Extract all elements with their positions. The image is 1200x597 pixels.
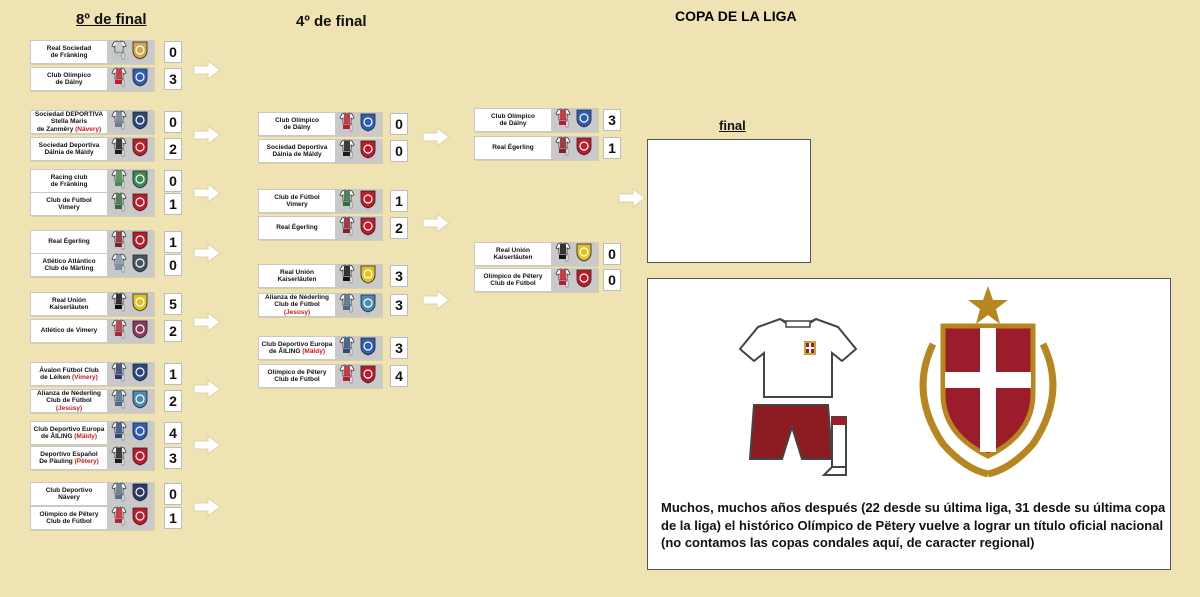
round16-team: [30, 40, 154, 64]
champion-crest-illustration: [903, 284, 1073, 484]
team-badges: [107, 483, 153, 505]
advance-arrow-icon: [193, 435, 221, 455]
team-name: [259, 217, 335, 239]
team-name-line: Club Deportivo: [45, 486, 93, 494]
score-box: 4: [164, 422, 182, 444]
semifinal-team: [474, 268, 598, 292]
semifinal-team: [474, 242, 598, 266]
round16-team: [30, 319, 154, 343]
team-region: (Nävery): [75, 125, 102, 133]
crest-icon: [575, 108, 593, 133]
score-box: 2: [390, 217, 408, 239]
team-badges: [335, 217, 381, 239]
crest-icon: [359, 216, 377, 241]
kit-icon: [555, 242, 571, 267]
team-badges: [551, 109, 597, 131]
kit-icon: [339, 364, 355, 389]
team-name-line: Club de Märting: [44, 265, 94, 272]
crest-icon: [131, 292, 149, 317]
team-name: [31, 507, 107, 529]
crest-icon: [131, 253, 149, 278]
team-badges: [335, 190, 381, 212]
round16-team: [30, 192, 154, 216]
kit-icon: [339, 293, 355, 318]
team-name: [31, 447, 107, 469]
score-box: 0: [164, 483, 182, 505]
kit-icon: [111, 192, 127, 217]
team-name-line: Club de Fútbol: [46, 397, 92, 405]
kit-icon: [111, 40, 127, 65]
crest-icon: [359, 112, 377, 137]
team-region: (Pëtery): [74, 458, 99, 465]
team-name-line: Dálnia de Máldy: [272, 151, 322, 158]
team-region: (Mäldy): [302, 348, 325, 355]
champion-kit-illustration: [728, 309, 868, 489]
kit-icon: [111, 389, 127, 414]
team-badges: [551, 243, 597, 265]
team-name-line: Racing club: [50, 173, 88, 181]
team-name: [31, 231, 107, 253]
team-name: [259, 113, 335, 135]
crest-icon: [131, 362, 149, 387]
team-name: [31, 68, 107, 90]
kit-icon: [339, 139, 355, 164]
score-box: 3: [164, 68, 182, 90]
quarterfinal-team: [258, 336, 382, 360]
kit-icon: [339, 112, 355, 137]
team-name: [259, 294, 335, 316]
team-badges: [107, 293, 153, 315]
team-badges: [335, 140, 381, 162]
crest-icon: [131, 446, 149, 471]
champion-panel: [647, 278, 1171, 570]
crest-icon: [359, 139, 377, 164]
crest-icon: [359, 189, 377, 214]
team-badges: [335, 265, 381, 287]
team-name-line: Alianza de Néderling: [265, 294, 329, 301]
kit-icon: [339, 189, 355, 214]
kit-icon: [111, 110, 127, 135]
round16-team: [30, 482, 154, 506]
crest-icon: [131, 482, 149, 507]
team-name-line: Atlético Atlántico: [42, 257, 96, 265]
team-name-line: Club de Fútbol: [274, 376, 320, 383]
team-name: [31, 138, 107, 160]
team-badges: [107, 111, 153, 133]
kit-icon: [555, 136, 571, 161]
team-badges: [107, 254, 153, 276]
kit-icon: [111, 292, 127, 317]
score-box: 5: [164, 293, 182, 315]
final-box: [647, 139, 811, 263]
score-box: 0: [603, 243, 621, 265]
score-box: 0: [164, 111, 182, 133]
quarterfinal-team: [258, 264, 382, 288]
score-box: 4: [390, 365, 408, 387]
team-name-line: Club Deportivo Europa: [261, 340, 333, 348]
team-name: [31, 41, 107, 63]
advance-arrow-icon: [193, 125, 221, 145]
team-name-line: Olímpico de Pëtery: [39, 510, 99, 518]
score-box: 0: [164, 254, 182, 276]
team-name-line: de Dálny: [55, 79, 83, 86]
team-badges: [551, 269, 597, 291]
team-name: [475, 243, 551, 265]
score-box: 1: [164, 231, 182, 253]
quarter-final-heading: 4º de final: [296, 13, 367, 30]
team-name-line: Club Olímpico: [46, 71, 92, 79]
page-title: COPA DE LA LIGA: [675, 8, 797, 24]
team-name-line: Olímpico de Pëtery: [483, 272, 543, 280]
quarterfinal-team: [258, 293, 382, 317]
round16-team: [30, 421, 154, 445]
score-box: 0: [603, 269, 621, 291]
score-box: 3: [603, 109, 621, 131]
score-box: 3: [390, 294, 408, 316]
kit-icon: [339, 336, 355, 361]
crest-icon: [131, 319, 149, 344]
team-name-line: Nävery: [58, 494, 80, 501]
kit-icon: [111, 482, 127, 507]
team-name-line: Club de Fútbol: [490, 280, 536, 287]
team-name: [31, 422, 107, 444]
score-box: 3: [390, 337, 408, 359]
advance-arrow-icon: [193, 497, 221, 517]
crest-icon: [131, 137, 149, 162]
advance-arrow-icon: [193, 243, 221, 263]
team-name-line: Real Unión: [280, 268, 314, 276]
kit-icon: [111, 362, 127, 387]
round16-team: [30, 137, 154, 161]
team-name-line: Club de Fútbol: [274, 193, 320, 201]
crest-icon: [131, 230, 149, 255]
advance-arrow-icon: [422, 213, 450, 233]
quarterfinal-team: [258, 216, 382, 240]
score-box: 3: [390, 265, 408, 287]
round16-team: [30, 67, 154, 91]
team-name-line: De Päuling: [39, 458, 73, 465]
team-badges: [107, 363, 153, 385]
team-name-line: Kaiserläuten: [49, 304, 89, 311]
team-name-line: Sociedad Deportiva: [266, 143, 328, 151]
team-name-line: Kaiserläuten: [277, 276, 317, 283]
team-badges: [107, 193, 153, 215]
score-box: 1: [164, 193, 182, 215]
team-name-line: Real Unión: [496, 246, 530, 254]
team-name-line: Vimery: [58, 204, 80, 211]
team-name: [31, 363, 107, 385]
team-name-line: Atlético de Vimery: [40, 327, 98, 335]
team-name: [31, 483, 107, 505]
semifinal-team: [474, 108, 598, 132]
team-name: [31, 170, 107, 192]
team-name: [259, 265, 335, 287]
team-region: (Mäldy): [74, 433, 97, 440]
score-box: 2: [164, 138, 182, 160]
kit-icon: [111, 137, 127, 162]
team-name-line: de Zanmëry: [36, 125, 74, 133]
crest-icon: [575, 268, 593, 293]
advance-arrow-icon: [193, 183, 221, 203]
round-of-16-heading: 8º de final: [76, 11, 147, 28]
team-name-line: Real Égerling: [492, 144, 534, 152]
team-name-line: Real Unión: [52, 296, 86, 304]
final-heading: final: [719, 118, 746, 133]
team-badges: [107, 447, 153, 469]
round16-team: [30, 362, 154, 386]
quarterfinal-team: [258, 139, 382, 163]
team-name: [475, 137, 551, 159]
team-name: [259, 140, 335, 162]
advance-arrow-icon: [422, 290, 450, 310]
team-name-line: Club Olímpico: [274, 116, 320, 124]
team-badges: [107, 320, 153, 342]
crest-icon: [131, 192, 149, 217]
team-name-line: Club de Fútbol: [46, 196, 92, 204]
team-badges: [107, 170, 153, 192]
kit-icon: [111, 230, 127, 255]
score-box: 0: [164, 170, 182, 192]
team-region: (Vimery): [71, 374, 98, 381]
team-badges: [107, 138, 153, 160]
team-name: [31, 390, 107, 412]
team-name: [31, 111, 107, 133]
kit-icon: [555, 108, 571, 133]
team-region: (Jesúsy): [55, 404, 83, 412]
team-badges: [107, 68, 153, 90]
team-name-line: Real Égerling: [48, 238, 90, 246]
kit-icon: [111, 169, 127, 194]
team-name-line: Alianza de Néderling: [37, 390, 101, 397]
team-badges: [551, 137, 597, 159]
team-name-line: de Fränking: [50, 52, 88, 59]
team-name-line: Kaiserläuten: [493, 254, 533, 261]
team-name-line: Club Deportivo Europa: [33, 425, 105, 433]
team-name: [31, 193, 107, 215]
kit-icon: [111, 67, 127, 92]
team-badges: [335, 365, 381, 387]
crest-icon: [131, 169, 149, 194]
team-badges: [107, 390, 153, 412]
kit-icon: [111, 253, 127, 278]
round16-team: [30, 389, 154, 413]
team-badges: [335, 337, 381, 359]
kit-icon: [111, 446, 127, 471]
crest-icon: [131, 110, 149, 135]
team-name: [475, 109, 551, 131]
advance-arrow-icon: [193, 60, 221, 80]
team-name: [475, 269, 551, 291]
team-name: [259, 365, 335, 387]
team-name-line: de Dálny: [499, 120, 527, 127]
team-name-line: Stella Maris: [50, 118, 88, 126]
team-badges: [107, 422, 153, 444]
round16-team: [30, 506, 154, 530]
team-badges: [107, 231, 153, 253]
advance-arrow-icon: [422, 127, 450, 147]
team-name-line: Club de Fútbol: [46, 518, 92, 525]
crest-icon: [575, 136, 593, 161]
score-box: 1: [164, 363, 182, 385]
champion-description: Muchos, muchos años después (22 desde su última liga, 31 desde su última copa de la liga) el histórico Olímpico de Pëtery vuelve a lograr un título oficial nacional (no contamos las copas condales aquí, de caracter regional): [661, 500, 1166, 551]
team-name-line: Club Olímpico: [490, 112, 536, 120]
kit-icon: [111, 319, 127, 344]
crest-icon: [359, 264, 377, 289]
round16-team: [30, 253, 154, 277]
round16-team: [30, 169, 154, 193]
team-name-line: de ÅILING: [269, 348, 301, 355]
team-name-line: de Fränking: [50, 181, 88, 188]
team-name-line: de ÅILING: [41, 433, 73, 440]
score-box: 0: [390, 140, 408, 162]
team-name-line: Sociedad DEPORTIVA: [34, 111, 104, 118]
team-name: [31, 293, 107, 315]
team-name-line: de Dálny: [283, 124, 311, 131]
score-box: 2: [164, 390, 182, 412]
crest-icon: [359, 293, 377, 318]
score-box: 0: [390, 113, 408, 135]
score-box: 3: [164, 447, 182, 469]
advance-arrow-icon: [193, 379, 221, 399]
kit-icon: [339, 264, 355, 289]
team-name-line: Sociedad Deportiva: [38, 141, 100, 149]
team-name: [259, 190, 335, 212]
kit-icon: [111, 506, 127, 531]
team-name-line: Real Égerling: [276, 224, 318, 232]
team-name: [31, 254, 107, 276]
kit-icon: [339, 216, 355, 241]
score-box: 1: [603, 137, 621, 159]
team-badges: [335, 113, 381, 135]
kit-icon: [111, 421, 127, 446]
team-name-line: Real Sociedad: [46, 44, 92, 52]
team-name-line: de Léiken: [40, 374, 71, 381]
round16-team: [30, 446, 154, 470]
quarterfinal-team: [258, 189, 382, 213]
team-name-line: Deportivo Español: [40, 450, 98, 458]
team-name-line: Vimery: [286, 201, 308, 208]
crest-icon: [131, 389, 149, 414]
score-box: 2: [164, 320, 182, 342]
score-box: 1: [164, 507, 182, 529]
quarterfinal-team: [258, 364, 382, 388]
score-box: 1: [390, 190, 408, 212]
advance-arrow-icon: [193, 312, 221, 332]
team-badges: [107, 41, 153, 63]
advance-arrow-icon: [618, 188, 646, 208]
team-badges: [335, 294, 381, 316]
team-name: [31, 320, 107, 342]
kit-icon: [555, 268, 571, 293]
round16-team: [30, 110, 154, 134]
score-box: 0: [164, 41, 182, 63]
team-name-line: Club de Fútbol: [274, 301, 320, 309]
team-name-line: Olímpico de Pëtery: [267, 368, 327, 376]
crest-icon: [359, 364, 377, 389]
team-name: [259, 337, 335, 359]
crest-icon: [131, 506, 149, 531]
round16-team: [30, 230, 154, 254]
quarterfinal-team: [258, 112, 382, 136]
team-badges: [107, 507, 153, 529]
crest-icon: [575, 242, 593, 267]
team-name-line: Dálnia de Máldy: [44, 149, 94, 156]
crest-icon: [131, 40, 149, 65]
team-name-line: Ávalon Fútbol Club: [39, 366, 99, 374]
crest-icon: [131, 421, 149, 446]
crest-icon: [359, 336, 377, 361]
semifinal-team: [474, 136, 598, 160]
team-region: (Jesúsy): [283, 308, 311, 316]
round16-team: [30, 292, 154, 316]
crest-icon: [131, 67, 149, 92]
